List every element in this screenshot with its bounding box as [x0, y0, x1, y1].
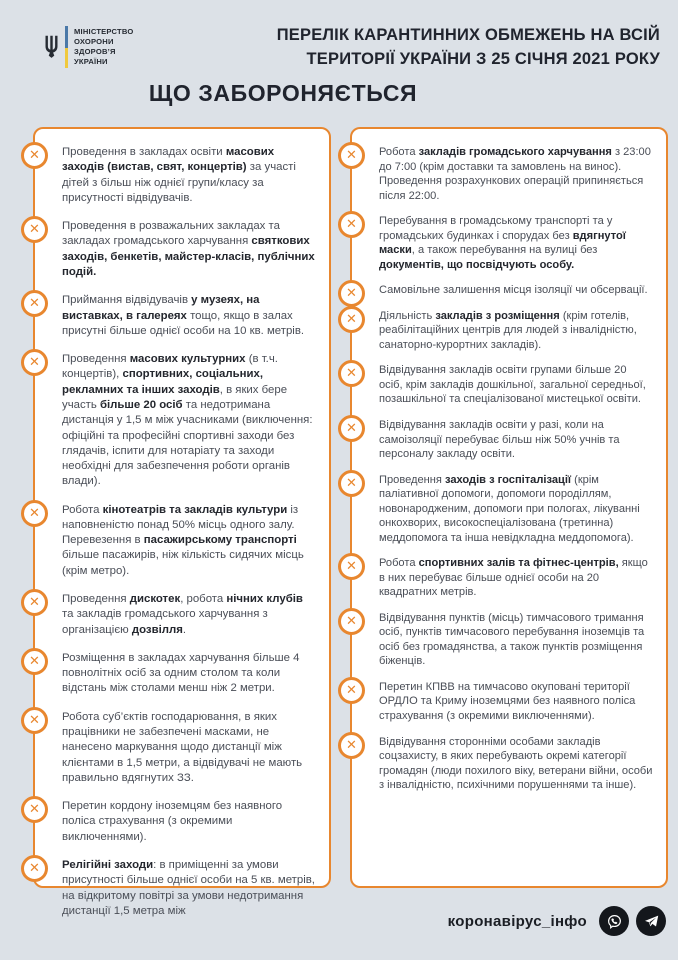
restriction-text: Перетин кордону іноземцям без наявного поліса страхування (з окремими виключеннями).	[62, 800, 283, 843]
restriction-text: Проведення масових культурних (в т.ч. концертів), спортивних, соціальних, рекламних та інших заходів, в яких бере участь більше 20 осіб та недотримана дистанція у 1,5 м між учасниками (виключення: офіційні та професійні спортивні заходи без глядачів, іспити для нотаріату та заходи необхідні для забезпечення роботи органів влади).	[62, 353, 313, 488]
section-heading: ЩО ЗАБОРОНЯЄТЬСЯ	[148, 80, 418, 106]
footer	[448, 906, 666, 936]
ministry-name-line: ОХОРОНИ	[74, 36, 114, 46]
restriction-item	[29, 858, 316, 919]
x-circle-icon: ✕	[21, 589, 48, 616]
restriction-item	[346, 145, 653, 203]
x-circle-icon: ✕	[338, 142, 365, 169]
x-circle-icon: ✕	[338, 211, 365, 238]
restriction-text: Відвідування сторонніми особами закладів соцзахисту, в яких перебувають окремі категорії громадян (люди похилого віку, ветерани війни, особи з інвалідністю, психічними порушеннями та інше).	[379, 735, 653, 792]
restriction-item	[346, 283, 653, 302]
restriction-item	[346, 611, 653, 669]
restriction-text: Діяльність закладів з розміщення (крім готелів, реабілітаційних центрів для людей з інвалідністю, санаторно-курортних закладів).	[379, 309, 637, 351]
restriction-text: Проведення дискотек, робота нічних клубів та закладів громадського харчування з організацією дозвілля.	[62, 593, 303, 636]
x-circle-icon: ✕	[21, 216, 48, 243]
restriction-item	[29, 710, 316, 786]
restriction-text: Перебування в громадському транспорті та у громадських будинках і спорудах без вдягнутої маски, а також перебування на вулиці без документів, що посвідчують особу.	[379, 215, 626, 271]
x-circle-icon: ✕	[338, 280, 365, 307]
restriction-text: Робота закладів громадського харчування з 23:00 до 7:00 (крім доставки та замовлень на винос). Проведення розрахункових операцій припиняється після 22:00.	[379, 146, 651, 202]
restriction-item	[346, 363, 653, 407]
restriction-text: Самовільне залишення місця ізоляції чи обсервації.	[379, 284, 648, 297]
restriction-text: Відвідування закладів освіти у разі, коли на самоізоляції перебуває більш ніж 50% учнів та персоналу закладу освіти.	[379, 418, 620, 461]
x-circle-icon: ✕	[338, 360, 365, 387]
restriction-text: Робота суб’єктів господарювання, в яких працівники не забезпечені масками, не нанесено маркування щодо дистанції між клієнтами в 1,5 метри, а відвідувачі не мають правильно вдягнутих ЗЗ.	[62, 710, 303, 784]
x-circle-icon: ✕	[338, 677, 365, 704]
restriction-text: Перетин КПВВ на тимчасово окуповані території ОРДЛО та Криму іноземцями без наявного поліса страхування (з окремими виключеннями).	[379, 680, 636, 722]
x-circle-icon: ✕	[338, 470, 365, 497]
restriction-text: Проведення в закладах освіти масових заходів (вистав, свят, концертів) за участі дітей з більш ніж однієї групи/класу за присутності відвідувачів.	[62, 146, 296, 204]
restriction-item	[29, 799, 316, 845]
restriction-text: Розміщення в закладах харчування більше 4 повнолітніх осіб за одним столом та коли відстань між столами менш ніж 2 метри.	[62, 651, 300, 695]
restriction-item	[29, 145, 316, 206]
viber-icon[interactable]	[599, 906, 629, 936]
x-circle-icon: ✕	[21, 855, 48, 882]
ministry-name	[74, 27, 133, 67]
restriction-item	[29, 293, 316, 339]
restriction-item	[346, 735, 653, 793]
social-handle: коронавірус_інфо	[447, 912, 587, 930]
restrictions-list-right	[346, 129, 666, 812]
restriction-item	[346, 309, 653, 353]
restriction-text: Відвідування закладів освіти групами більше 20 осіб, крім закладів дошкільної, загальної середньої, позашкільної та спеціалізованої мистецької освіти.	[379, 364, 646, 406]
restriction-item	[29, 503, 316, 579]
restriction-text: Приймання відвідувачів у музеях, на виставках, в галереях тощо, якщо в залах присутні більше однієї особи на 10 кв. метрів.	[62, 294, 305, 337]
restrictions-panel-right	[346, 127, 668, 888]
ministry-of-health-logo	[44, 26, 133, 68]
restriction-item	[346, 680, 653, 724]
ministry-name-line: МІНІСТЕРСТВО	[74, 26, 134, 36]
x-circle-icon: ✕	[338, 553, 365, 580]
page-title-line2: ТЕРИТОРІЇ УКРАЇНИ З 25 СІЧНЯ 2021 РОКУ	[306, 49, 660, 68]
restriction-item	[346, 418, 653, 462]
page-title	[277, 24, 660, 72]
restriction-item	[346, 556, 653, 600]
x-circle-icon: ✕	[21, 142, 48, 169]
restriction-text: Робота спортивних залів та фітнес-центрів, якщо в них перебуває більше однієї особи на 20 квадратних метрів.	[379, 557, 648, 599]
restriction-item	[29, 592, 316, 638]
restriction-item	[346, 214, 653, 272]
telegram-icon[interactable]	[636, 906, 666, 936]
ministry-name-line: УКРАЇНИ	[74, 57, 108, 67]
restriction-item	[29, 219, 316, 280]
restriction-text: Відвідування пунктів (місць) тимчасового тримання осіб, пунктів тимчасового перебування іноземців та осіб без громадянства, а також пунктів розміщення біженців.	[379, 611, 645, 668]
restriction-item	[346, 473, 653, 546]
x-circle-icon: ✕	[338, 608, 365, 635]
restriction-text: Проведення в розважальних закладах та закладах громадського харчування святкових заходів, бенкетів, майстер-класів, публічних подій.	[62, 220, 315, 278]
restriction-item	[29, 651, 316, 697]
restriction-text: Релігійні заходи: в приміщенні за умови присутності більше однієї особи на 5 кв. метрів, на відкритому повітрі за умови недотримання дистанції 1,5 метра між	[62, 858, 315, 917]
restriction-text: Робота кінотеатрів та закладів культури із наповненістю понад 50% місць одного залу. Перевезення в пасажирському транспорті більше пасажирів, ніж кількість сидячих місць (крім метро).	[62, 503, 304, 577]
x-circle-icon: ✕	[21, 290, 48, 317]
x-circle-icon: ✕	[21, 500, 48, 527]
logo-divider-bar	[65, 26, 68, 68]
page-title-line1: ПЕРЕЛІК КАРАНТИННИХ ОБМЕЖЕНЬ НА ВСІЙ	[276, 26, 660, 44]
x-circle-icon: ✕	[21, 707, 48, 734]
x-circle-icon: ✕	[21, 648, 48, 675]
ukraine-trident-icon	[44, 33, 59, 61]
restriction-item	[29, 352, 316, 490]
x-circle-icon: ✕	[21, 796, 48, 823]
restrictions-panel-left	[29, 127, 331, 917]
x-circle-icon: ✕	[338, 415, 365, 442]
x-circle-icon: ✕	[21, 349, 48, 376]
x-circle-icon: ✕	[338, 732, 365, 759]
restrictions-list-left	[29, 129, 329, 940]
ministry-name-line: ЗДОРОВ’Я	[74, 47, 116, 56]
restriction-text: Проведення заходів з госпіталізації (крім паліативної допомоги, допомоги породіллям, новонародженим, допомоги при пологах, лікуванні онкохворих, високоспеціалізована (третинна) меддопомога та інша невідкладна меддопомога).	[379, 473, 640, 544]
x-circle-icon: ✕	[338, 306, 365, 333]
